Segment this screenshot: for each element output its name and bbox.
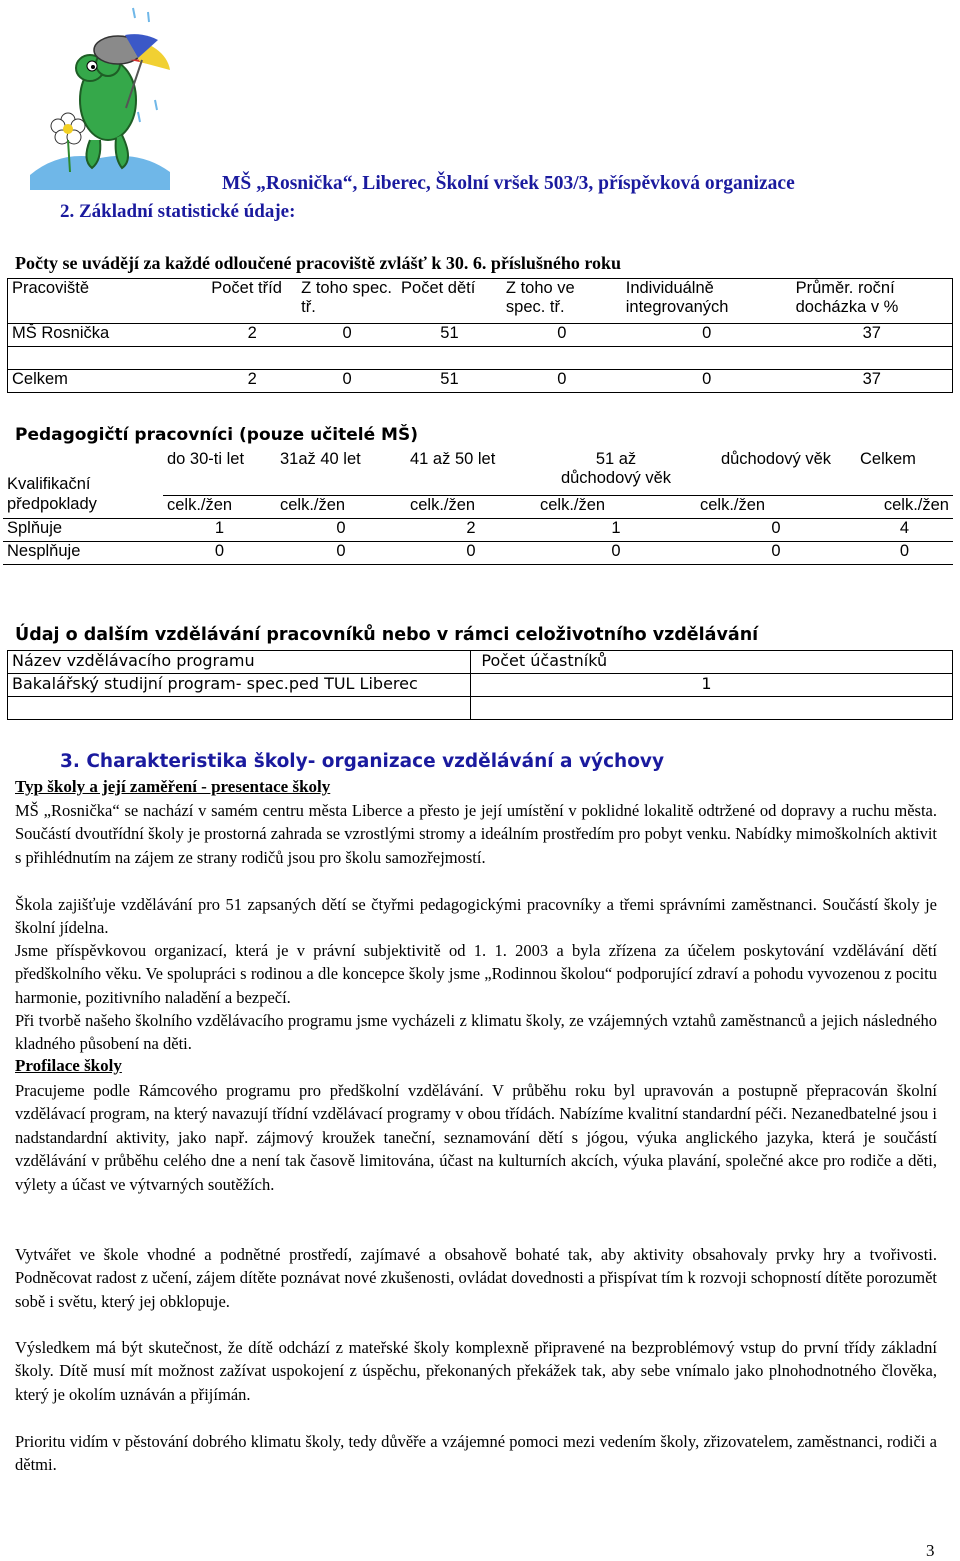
cell: 1	[536, 518, 696, 541]
paragraph: Škola zajišťuje vzdělávání pro 51 zapsaných dětí se čtyřmi pedagogickými pracovníky a třemi správními zaměstnanci. Součástí školy je školní jídelna.	[15, 895, 937, 938]
table-subheader-row	[3, 495, 953, 518]
cell: 0	[502, 370, 622, 393]
table-row	[3, 518, 953, 541]
subheader: celk./žen	[406, 495, 536, 518]
col-header: Individuálně integrovaných	[622, 279, 792, 324]
table-row	[8, 347, 953, 370]
cell: 37	[792, 324, 953, 347]
table-row	[3, 541, 953, 564]
cell: 0	[502, 324, 622, 347]
classes-table	[7, 278, 953, 393]
col-header-line: 51 až	[595, 450, 637, 468]
paragraph: Prioritu vidím v pěstování dobrého klimatu školy, tedy důvěře a vzájemné pomoci mezi vedením školy, zřizovatelem, zaměstnanci, rodiči a dětmi.	[15, 1432, 937, 1475]
table-header-row	[8, 651, 953, 674]
cell: 0	[622, 370, 792, 393]
col-header-line: důchodový věk	[560, 469, 672, 487]
cell: 2	[207, 324, 297, 347]
col-header: Z toho ve spec. tř.	[502, 279, 622, 324]
col-header: Počet tříd	[207, 279, 297, 324]
col-header	[536, 450, 696, 495]
counts-note: Počty se uvádějí za každé odloučené pracoviště zvlášť k 30. 6. příslušného roku	[15, 253, 622, 273]
col-header: 31až 40 let	[280, 450, 361, 468]
pedagogical-staff-heading: Pedagogičtí pracovníci (pouze učitelé MŠ)	[15, 425, 418, 445]
subheader: celk./žen	[696, 495, 856, 518]
col-header: Název vzdělávacího programu	[8, 651, 471, 674]
col-header: 41 až 50 let	[410, 450, 496, 468]
table-row	[8, 697, 953, 720]
cell: 0	[163, 541, 276, 564]
cell: 0	[406, 541, 536, 564]
col-header: Počet účastníků	[471, 651, 953, 674]
col-header: Z toho spec. tř.	[297, 279, 397, 324]
cell: Bakalářský studijní program- spec.ped TUL Liberec	[8, 674, 471, 697]
row-label: předpoklady	[3, 495, 163, 518]
cell: 0	[276, 541, 406, 564]
table-header-row	[3, 450, 953, 495]
cell: 0	[696, 518, 856, 541]
col-header: Počet dětí	[397, 279, 502, 324]
cell: 51	[397, 324, 502, 347]
section-3-heading: 3. Charakteristika školy- organizace vzdělávání a výchovy	[60, 751, 665, 772]
row-label: Kvalifikační	[7, 475, 91, 493]
school-type-heading: Typ školy a její zaměření - presentace školy	[15, 777, 331, 796]
subheader: celk./žen	[536, 495, 696, 518]
col-header: Celkem	[860, 450, 916, 468]
paragraph: Při tvorbě našeho školního vzdělávacího programu jsme vycházeli z klimatu školy, ze vzájemných vztahů zaměstnanců a jejich následného kladného působení na děti.	[15, 1011, 937, 1054]
organization-title: MŠ „Rosnička“, Liberec, Školní vršek 503/3, příspěvková organizace	[222, 173, 795, 194]
cell: 1	[163, 518, 276, 541]
col-header: důchodový věk	[720, 450, 832, 468]
cell: 2	[406, 518, 536, 541]
school-logo-frog	[30, 0, 170, 190]
paragraph: MŠ „Rosnička“ se nachází v samém centru města Liberce a přesto je její umístění v poklidné lokalitě odtržené od dopravy a ruchu města. Součástí dvoutřídní školy je prostorná zahrada se vzrostlými stromy a ideálním prostředím pro pobyt venku. Nabídky mimoškolních aktivit s přihlédnutím na zájem ze strany rodičů jsou pro školu samozřejmostí.	[15, 801, 937, 867]
table-row	[8, 674, 953, 697]
cell: 37	[792, 370, 953, 393]
cell: 2	[207, 370, 297, 393]
subheader: celk./žen	[163, 495, 276, 518]
cell: 0	[622, 324, 792, 347]
profile-heading: Profilace školy	[15, 1056, 122, 1075]
paragraph: Vytvářet ve škole vhodné a podnětné prostředí, zajímavé a obsahově bohaté tak, aby aktivity obsahovaly prvky hry a tvořivosti. Podněcovat radost z učení, zájem dítěte poznávat nové zkušenosti, ovládat dovednosti a přispívat tím k rozvoji schopností dítěte porozumět sobě i světu, který jej obklopuje.	[15, 1245, 937, 1311]
page-number: 3	[926, 1541, 935, 1560]
col-header: Průměr. roční docházka v %	[792, 279, 953, 324]
cell: Celkem	[8, 370, 208, 393]
table-row	[8, 370, 953, 393]
cell: 0	[536, 541, 696, 564]
table-row	[8, 324, 953, 347]
cell: 0	[276, 518, 406, 541]
col-header: do 30-ti let	[167, 450, 245, 468]
cell	[471, 697, 953, 720]
cell: MŠ Rosnička	[8, 324, 208, 347]
col-header: Pracoviště	[8, 279, 208, 324]
section-2-heading: 2. Základní statistické údaje:	[60, 201, 296, 222]
pedagogical-staff-table	[3, 450, 953, 565]
further-education-heading: Údaj o dalším vzdělávání pracovníků nebo v rámci celoživotního vzdělávání	[15, 625, 759, 645]
cell: 0	[856, 541, 953, 564]
paragraph: Jsme příspěvkovou organizací, která je v právní subjektivitě od 1. 1. 2003 a byla zřízena za účelem poskytování vzdělávání dětí předškolního věku. Ve spolupráci s rodinou a dle koncepce školy jsme „Rodinnou školou“ podporující zdraví a pohodu vyvozenou z pocitu harmonie, pozitivního naladění a bezpečí.	[15, 941, 937, 1007]
paragraph: Výsledkem má být skutečnost, že dítě odchází z mateřské školy komplexně připravené na bezproblémový vstup do první třídy základní školy. Dítě musí mít možnost zažívat uspokojení z úspěchu, překonaných překážek tak, aby sebe vnímalo jako plnohodnotného člověka, který je okolím uznáván a přijímán.	[15, 1338, 937, 1404]
cell: 0	[297, 370, 397, 393]
cell: 0	[297, 324, 397, 347]
cell: Nesplňuje	[3, 541, 163, 564]
paragraph: Pracujeme podle Rámcového programu pro předškolní vzdělávání. V průběhu roku byl upravován a postupně přepracován školní vzdělávací program, na který navazují třídní vzdělávací programy v obou třídách. Nabízíme kvalitní standardní péči. Nezanedbatelné jsou i nadstandardní aktivity, jako např. zájmový kroužek taneční, seznamování dětí s jógou, výuka anglického jazyka, která je součástí vzdělávání v průběhu celého dne a není tak časově limitována, účast na kulturních akcích, výuka plavání, společné akce pro rodiče a děti, výlety a účast ve výtvarných soutěžích.	[15, 1081, 937, 1194]
subheader: celk./žen	[856, 495, 953, 518]
subheader: celk./žen	[276, 495, 406, 518]
cell: 1	[471, 674, 953, 697]
cell: 0	[696, 541, 856, 564]
education-table	[7, 650, 953, 720]
cell: 4	[856, 518, 953, 541]
table-header-row	[8, 279, 953, 324]
cell: Splňuje	[3, 518, 163, 541]
cell	[8, 697, 471, 720]
cell: 51	[397, 370, 502, 393]
